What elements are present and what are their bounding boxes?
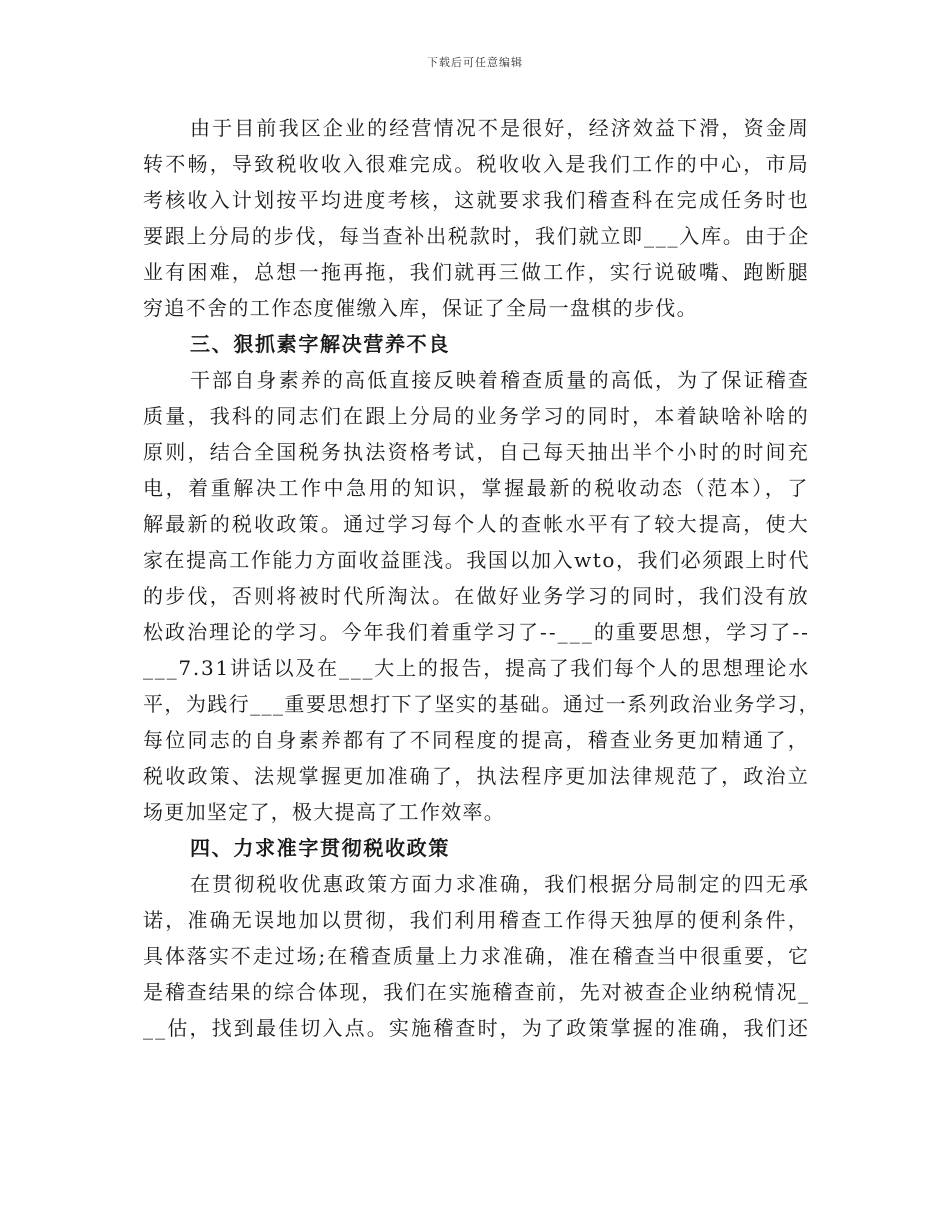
text-line: 电，着重解决工作中急用的知识，掌握最新的税收动态（范本），了 [143,476,810,500]
section-heading: 四、力求准字贯彻税收政策 [190,836,450,860]
text-line: 是稽查结果的综合体现，我们在实施稽查前，先对被查企业纳税情况_ [143,980,810,1004]
text-line: 业有困难，总想一拖再拖，我们就再三做工作，实行说破嘴、跑断腿 [143,260,810,284]
text-line: 场更加坚定了，极大提高了工作效率。 [143,800,505,824]
text-line: 每位同志的自身素养都有了不同程度的提高，稽查业务更加精通了， [143,728,810,752]
text-line: 要跟上分局的步伐，每当查补出税款时，我们就立即___入库。由于企 [143,224,810,248]
text-line: 具体落实不走过场;在稽查质量上力求准确，准在稽查当中很重要，它 [143,944,810,968]
text-line: 转不畅，导致税收收入很难完成。税收收入是我们工作的中心，市局 [143,152,810,176]
text-line: 税收政策、法规掌握更加准确了，执法程序更加法律规范了，政治立 [143,764,810,788]
section-heading: 三、狠抓素字解决营养不良 [190,332,450,356]
text-line: 由于目前我区企业的经营情况不是很好，经济效益下滑，资金周 [190,116,810,140]
text-line: 原则，结合全国税务执法资格考试，自己每天抽出半个小时的时间充 [143,440,810,464]
text-line: 家在提高工作能力方面收益匪浅。我国以加入wto，我们必须跟上时代 [143,548,810,572]
text-line: 松政治理论的学习。今年我们着重学习了--___的重要思想，学习了-- [143,620,810,644]
text-line: 在贯彻税收优惠政策方面力求准确，我们根据分局制定的四无承 [190,872,810,896]
text-line: 质量，我科的同志们在跟上分局的业务学习的同时，本着缺啥补啥的 [143,404,810,428]
text-line: 干部自身素养的高低直接反映着稽查质量的高低，为了保证稽查 [190,368,810,392]
text-line: 考核收入计划按平均进度考核，这就要求我们稽查科在完成任务时也 [143,188,810,212]
page-header: 下载后可任意编辑 [427,56,523,69]
text-line: 平，为践行___重要思想打下了坚实的基础。通过一系列政治业务学习， [143,692,820,716]
text-line: 解最新的税收政策。通过学习每个人的查帐水平有了较大提高，使大 [143,512,810,536]
text-line: 诺，准确无误地加以贯彻，我们利用稽查工作得天独厚的便利条件， [143,908,810,932]
text-line: ___7.31讲话以及在___大上的报告，提高了我们每个人的思想理论水 [143,656,810,680]
text-line: 的步伐，否则将被时代所淘汰。在做好业务学习的同时，我们没有放 [143,584,810,608]
text-line: __估，找到最佳切入点。实施稽查时，为了政策掌握的准确，我们还 [143,1016,810,1040]
text-line: 穷追不舍的工作态度催缴入库，保证了全局一盘棋的步伐。 [143,296,698,320]
